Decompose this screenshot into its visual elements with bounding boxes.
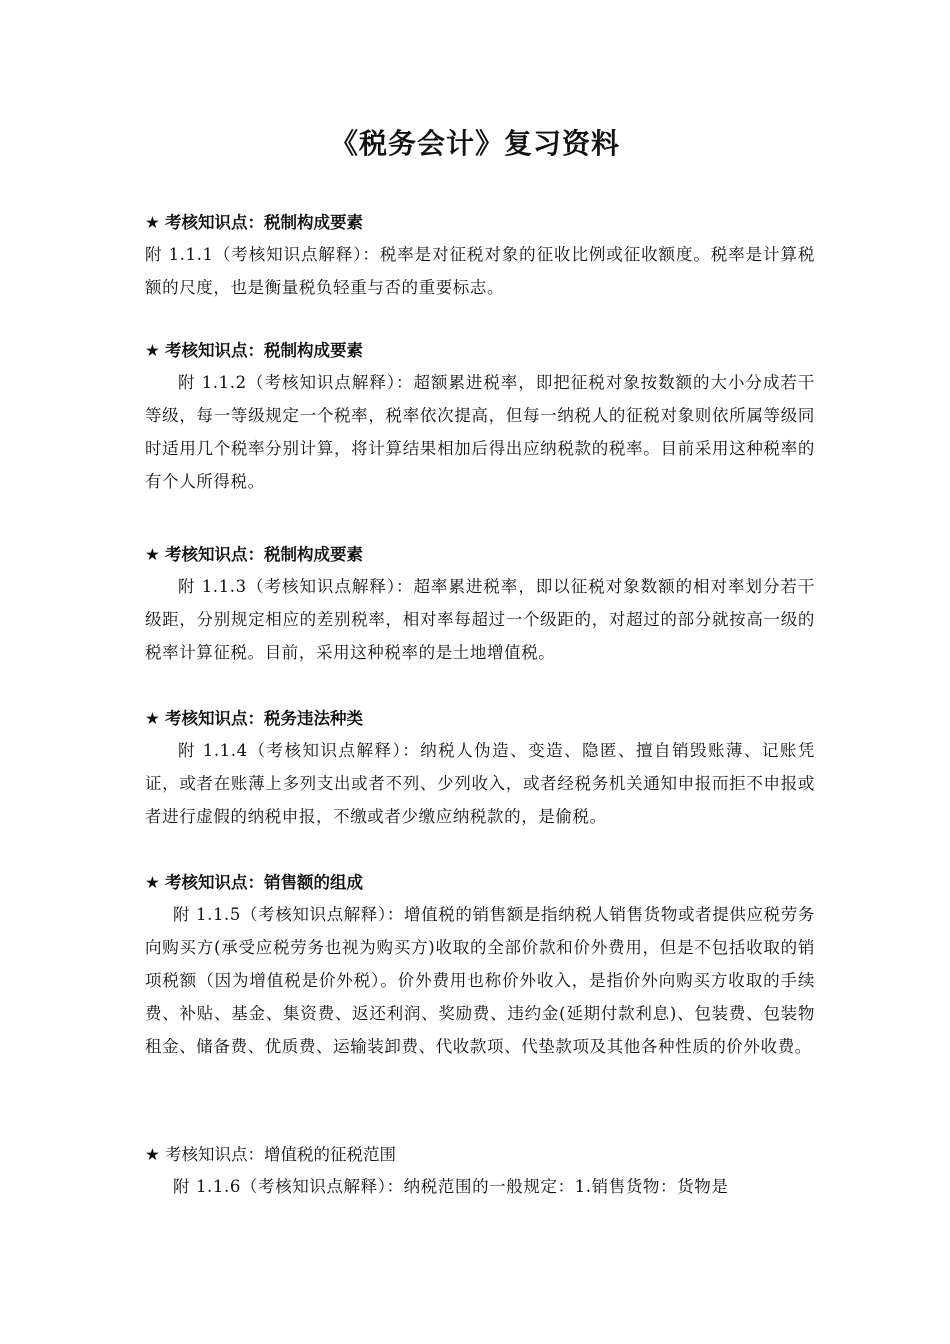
section-body-text: 附 1.1.3（考核知识点解释）：超率累进税率，即以征税对象数额的相对率划分若干级距，分别规定相应的差别税率，相对率每超过一个级距的，对超过的部分就按高一级的税率计算征税。目前，采用这种税率的是土地增值税。	[145, 577, 815, 662]
knowledge-section-4	[145, 704, 815, 833]
knowledge-section-5	[145, 868, 815, 1063]
section-heading	[145, 208, 815, 238]
section-heading	[145, 336, 815, 366]
star-icon: ★	[145, 873, 160, 892]
section-heading-text: 考核知识点：税制构成要素	[165, 341, 363, 360]
knowledge-section-3	[145, 540, 815, 669]
section-heading-text: 考核知识点：税制构成要素	[165, 545, 363, 564]
section-body-text: 附 1.1.5（考核知识点解释）：增值税的销售额是指纳税人销售货物或者提供应税劳务向购买方(承受应税劳务也视为购买方)收取的全部价款和价外费用，但是不包括收取的销项税额（因为增值税是价外税）。价外费用也称价外收入，是指价外向购买方收取的手续费、补贴、基金、集资费、返还利润、奖励费、违约金(延期付款利息)、包装费、包装物租金、储备费、优质费、运输装卸费、代收款项、代垫款项及其他各种性质的价外收费。	[145, 905, 815, 1056]
knowledge-section-6	[145, 1140, 815, 1203]
section-heading	[145, 868, 815, 898]
star-icon: ★	[145, 1145, 160, 1164]
section-heading-text: 考核知识点：销售额的组成	[165, 873, 363, 892]
star-icon: ★	[145, 213, 160, 232]
section-heading	[145, 704, 815, 734]
section-heading-text: 考核知识点：增值税的征税范围	[165, 1145, 396, 1164]
knowledge-section-2	[145, 336, 815, 498]
star-icon: ★	[145, 709, 160, 728]
knowledge-section-1	[145, 208, 815, 304]
section-heading	[145, 540, 815, 570]
section-heading-text: 考核知识点：税制构成要素	[165, 213, 363, 232]
star-icon: ★	[145, 545, 160, 564]
section-body-text: 附 1.1.6（考核知识点解释）：纳税范围的一般规定：1.销售货物：货物是	[173, 1177, 729, 1196]
document-title: 《税务会计》复习资料	[329, 127, 620, 160]
star-icon: ★	[145, 341, 160, 360]
section-heading	[145, 1140, 815, 1170]
section-body-text: 附 1.1.1（考核知识点解释）：税率是对征税对象的征收比例或征收额度。税率是计算税额的尺度，也是衡量税负轻重与否的重要标志。	[145, 245, 815, 297]
section-heading-text: 考核知识点：税务违法种类	[165, 709, 363, 728]
section-body-text: 附 1.1.2（考核知识点解释）：超额累进税率，即把征税对象按数额的大小分成若干等级，每一等级规定一个税率，税率依次提高，但每一纳税人的征税对象则依所属等级同时适用几个税率分别计算，将计算结果相加后得出应纳税款的税率。目前采用这种税率的有个人所得税。	[145, 373, 815, 491]
section-body-text: 附 1.1.4（考核知识点解释）：纳税人伪造、变造、隐匿、擅自销毁账薄、记账凭证，或者在账薄上多列支出或者不列、少列收入，或者经税务机关通知申报而拒不申报或者进行虚假的纳税申报，不缴或者少缴应纳税款的，是偷税。	[145, 741, 815, 826]
